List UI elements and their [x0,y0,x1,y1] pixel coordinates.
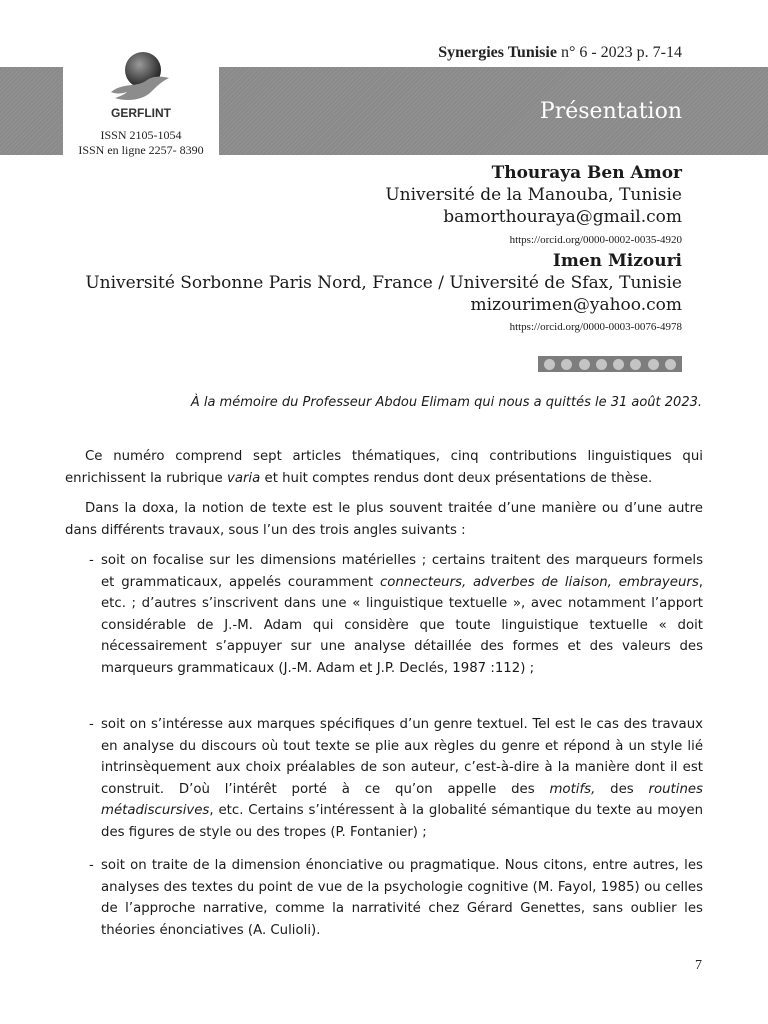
author-2-email: mizourimen@yahoo.com [470,295,682,315]
issn-print: ISSN 2105-1054 [100,128,182,142]
bullet-2-text-c: , etc. Certains s’intéressent à la globalité sémantique du texte au moyen des figures de style ou des tropes (P. Fontanier) ; [101,803,703,840]
bullet-dash: - [89,553,94,568]
section-title: Présentation [539,99,682,124]
bullet-1-text-b: , etc. ; d’autres s’inscrivent dans une « linguistique textuelle », avec notamment l’apport considérable de J.-M. Adam qui considère que toute linguistique textuelle « doit nécessairement s’appuyer sur une analyse détaillée des formes et des valeurs des marqueurs grammaticaux (J.-M. Adam et J.P. Declés, 1987 :112) ; [101,574,703,676]
dot-icon [648,359,659,370]
dot-icon [561,359,572,370]
journal-reference [438,44,682,62]
paragraph-1-text-a: Ce numéro comprend sept articles thématiques, cinq contributions linguistiques qui enrichissent la rubrique [65,449,703,486]
dot-icon [630,359,641,370]
bullet-3-text: soit on traite de la dimension énonciative ou pragmatique. Nous citons, entre autres, les analyses des textes du point de vue de la psychologie cognitive (M. Fayol, 1985) ou celles de l’approche narrative, comme la narrativité chez Gérard Genettes, sans oublier les théories énonciatives (A. Culioli). [101,858,703,938]
bullet-dash: - [89,858,94,873]
author-2-affiliation: Université Sorbonne Paris Nord, France / Université de Sfax, Tunisie [85,273,682,293]
bullet-item-1 [89,550,703,680]
paragraph-2-text: Dans la doxa, la notion de texte est le plus souvent traitée d’une manière ou d’une autre dans différents travaux, sous l’un des trois angles suivants : [65,501,703,538]
dot-icon [579,359,590,370]
journal-name: Synergies Tunisie [438,44,557,61]
paragraph-1 [65,446,703,489]
author-1-name: Thouraya Ben Amor [491,163,682,183]
bullet-2-text-b: des [595,781,649,797]
dot-icon [665,359,676,370]
bullet-item-2 [89,714,703,844]
bullet-1-italic: connecteurs, adverbes de liaison, embrayeurs [379,574,699,590]
decorative-dots-bar [538,356,682,372]
bullet-2-italic-2: routines métadiscursives [101,781,703,819]
paragraph-1-text-b: et huit comptes rendus dont deux présentations de thèse. [260,470,653,486]
bullet-1-text-a: soit on focalise sur les dimensions matérielles ; certains traitent des marqueurs formels et grammaticaux, appelés couramment [101,553,703,590]
dot-icon [613,359,624,370]
dedication: À la mémoire du Professeur Abdou Elimam qui nous a quittés le 31 août 2023. [190,395,702,410]
dot-icon [596,359,607,370]
paragraph-2 [65,498,703,541]
paragraph-1-italic: varia [226,470,261,486]
bullet-dash: - [89,717,94,732]
dove-globe-icon [107,48,175,110]
bullet-2-italic-1: motifs, [549,781,596,797]
issn-online: ISSN en ligne 2257- 8390 [78,143,204,157]
bullet-2-text-a: soit on s’intéresse aux marques spécifiques d’un genre textuel. Tel est le cas des travaux en analyse du discours où tout texte se plie aux règles du genre et répond à un style lié intrinsèquement aux choix préalables de son auteur, c’est-à-dire à la manière dont il est construit. D’où l’intérêt porté à ce qu’on appelle des [101,717,703,797]
logo-text: GERFLINT [111,106,171,120]
bullet-item-3 [89,855,703,941]
author-2-orcid: https://orcid.org/0000-0003-0076-4978 [509,321,682,333]
dot-icon [544,359,555,370]
author-1-orcid: https://orcid.org/0000-0002-0035-4920 [509,234,682,246]
page-number: 7 [695,958,702,973]
author-1-email: bamorthouraya@gmail.com [443,207,682,227]
journal-issue: n° 6 - 2023 p. 7-14 [560,44,682,61]
author-2-name: Imen Mizouri [552,251,682,271]
author-1-affiliation: Université de la Manouba, Tunisie [385,185,682,205]
